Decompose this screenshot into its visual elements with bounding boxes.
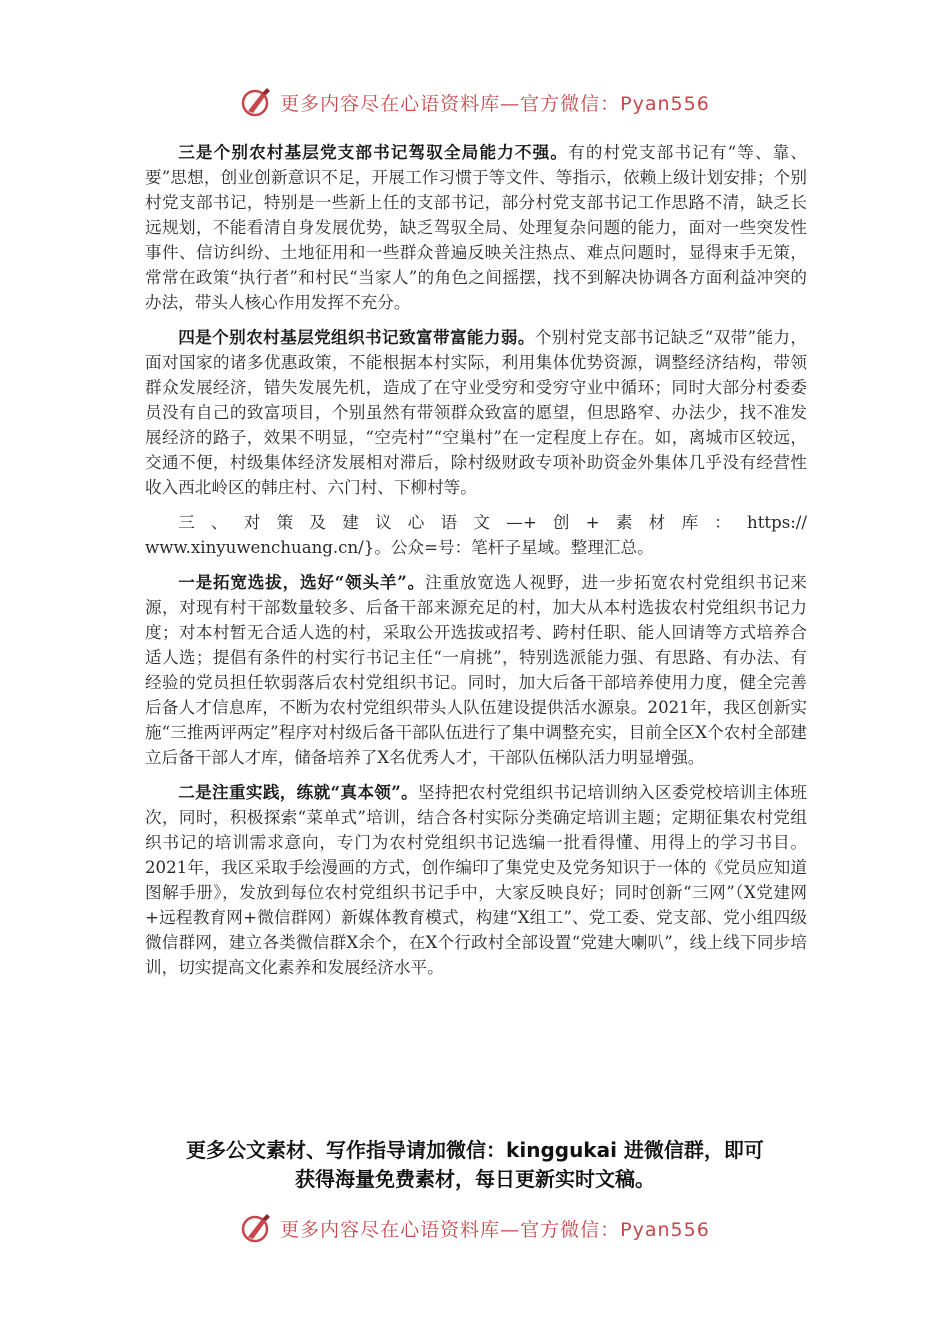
paragraph-body: 有的村党支部书记有“等、靠、要”思想，创业创新意识不足，开展工作习惯于等文件、等指示，依赖上级计划安排；个别村党支部书记，特别是一些新上任的支部书记，部分村党支部书记工作思路不清，缺乏长远规划，不能看清自身发展优势，缺乏驾驭全局、处理复杂问题的能力，面对一些突发性事件、信访纠纷、土地征用和一些群众普遍反映关注热点、难点问题时，显得束手无策，常常在政策“执行者”和村民“当家人”的角色之间摇摆，找不到解决协调各方面利益冲突的办法，带头人核心作用发挥不充分。	[145, 143, 807, 312]
document-body	[145, 140, 807, 990]
paragraph-lead: 二是注重实践，练就“真本领”。	[178, 782, 418, 802]
banner-text: 更多内容尽在心语资料库—官方微信：Pyan556	[280, 92, 710, 115]
paragraph	[145, 780, 807, 980]
pen-circle-logo-icon	[240, 1211, 274, 1245]
section-heading: 三、对策及建议心语文—+创+素材库：https:// www.xinyuwenchuang.cn/}。公众=号：笔杆子星域。整理汇总。	[145, 513, 807, 557]
bottom-watermark-banner	[0, 1208, 950, 1248]
banner-text: 更多内容尽在心语资料库—官方微信：Pyan556	[280, 1218, 710, 1241]
paragraph-body: 坚持把农村党组织书记培训纳入区委党校培训主体班次，同时，积极探索“菜单式”培训，结合各村实际分类确定培训主题；定期征集农村党组织书记的培训需求意向，专门为农村党组织书记选编一批看得懂、用得上的学习书目。2021年，我区采取手绘漫画的方式，创作编印了集党史及党务知识于一体的《党员应知道图解手册》，发放到每位农村党组织书记手中，大家反映良好；同时创新“三网”（X党建网+远程教育网+微信群网）新媒体教育模式，构建“X组工”、党工委、党支部、党小组四级微信群网，建立各类微信群X余个，在X个行政村全部设置“党建大喇叭”，线上线下同步培训，切实提高文化素养和发展经济水平。	[145, 783, 807, 977]
paragraph-lead: 三是个别农村基层党支部书记驾驭全局能力不强。	[178, 142, 569, 162]
paragraph	[145, 325, 807, 500]
promo-notice: 更多公文素材、写作指导请加微信：kinggukai 进微信群，即可 获得海量免费素材，每日更新实时文稿。	[186, 1138, 764, 1191]
paragraph	[145, 140, 807, 315]
top-watermark-banner	[0, 82, 950, 122]
paragraph-lead: 一是拓宽选拔，选好“领头羊”。	[178, 572, 426, 592]
paragraph	[145, 570, 807, 770]
paragraph-lead: 四是个别农村基层党组织书记致富带富能力弱。	[178, 327, 535, 347]
pen-circle-logo-icon	[240, 85, 274, 119]
paragraph-body: 注重放宽选人视野，进一步拓宽农村党组织书记来源，对现有村干部数量较多、后备干部来源充足的村，加大从本村选拔农村党组织书记力度；对本村暂无合适人选的村，采取公开选拔或招考、跨村任职、能人回请等方式培养合适人选；提倡有条件的村实行书记主任“一肩挑”，特别选派能力强、有思路、有办法、有经验的党员担任软弱落后农村党组织书记。同时，加大后备干部培养使用力度，健全完善后备人才信息库，不断为农村党组织带头人队伍建设提供活水源泉。2021年，我区创新实施“三推两评两定”程序对村级后备干部队伍进行了集中调整充实，目前全区X个农村全部建立后备干部人才库，储备培养了X名优秀人才，干部队伍梯队活力明显增强。	[145, 573, 808, 767]
paragraph-body: 个别村党支部书记缺乏“双带”能力，面对国家的诸多优惠政策，不能根据本村实际，利用集体优势资源，调整经济结构，带领群众发展经济，错失发展先机，造成了在守业受穷和受穷守业中循环；同时大部分村委委员没有自己的致富项目，个别虽然有带领群众致富的愿望，但思路窄、办法少，找不准发展经济的路子，效果不明显，“空壳村”“空巢村”在一定程度上存在。如，离城市区较远，交通不便，村级集体经济发展相对滞后，除村级财政专项补助资金外集体几乎没有经营性收入西北岭区的韩庄村、六门村、下柳村等。	[145, 328, 808, 497]
